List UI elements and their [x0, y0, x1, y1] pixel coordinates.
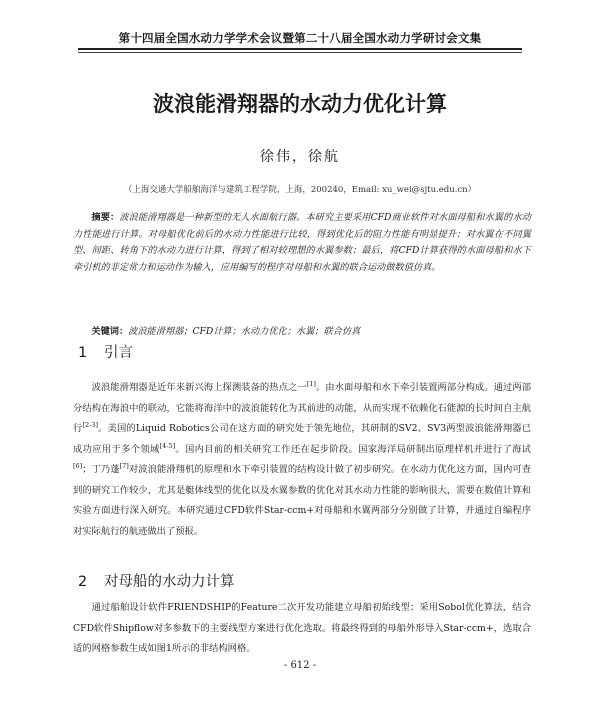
text-run: 对波浪能滑翔机的原理和水下牵引装置的结构设计做了初步研究。在水动力优化这方面，国内可查到的研究工作较少，尤其是艇体线型的优化以及水翼参数的优化对其水动力性能的影响很大，需要在数值计算和实验方面进行深入研究。本研究通过CFD软件Star-ccm+对母船和水翼两部分分别做了计算，并通过自编程序对实际航行的航迹做出了预报。 [73, 464, 531, 537]
section-title: 对母船的水动力计算 [104, 574, 235, 590]
paper-authors: 徐伟，徐航 [260, 149, 340, 165]
section-heading-introduction [78, 341, 133, 362]
header-rule-thin [78, 52, 522, 53]
keywords-text: 波浪能滑翔器；CFD计算；水动力优化；水翼；联合仿真 [128, 326, 361, 337]
header-rule [78, 48, 522, 50]
text-run: 。美国的Liquid Robotics公司在这方面的研究处于领先地位，其研制的SV2、SV3两型波浪能滑翔器已成功应用于多个领域 [73, 423, 531, 455]
citation: [1] [306, 379, 316, 388]
author-affiliation: （上海交通大学船舶海洋与建筑工程学院，上海，200240，Email: xu_wei@sjtu.edu.cn） [123, 185, 477, 195]
citation: [7] [119, 461, 129, 470]
citation: [2-3] [82, 420, 98, 429]
citation: [4-5] [159, 441, 176, 450]
keywords-label: 关键词： [91, 326, 129, 337]
page-number: - 612 - [283, 660, 317, 671]
section-number: 2 [78, 574, 88, 590]
abstract-label: 摘要： [91, 212, 120, 223]
paper-title: 波浪能滑翔器的水动力优化计算 [153, 92, 447, 116]
section-title: 引言 [104, 345, 133, 361]
mothership-paragraph [73, 598, 531, 660]
text-run: 。由水面母船和水下牵引装置两部分构成。通过两部分结构在海浪中的联动，它能将海洋中的波浪能转化为其前进的动能，从而实现不依赖化石能源的长时间自主航行 [73, 382, 531, 434]
abstract [73, 210, 531, 276]
introduction-paragraph [73, 378, 531, 542]
text-run: 通过船舶设计软件FRIENDSHIP的Feature二次开发功能建立母船初始线型；采用Sobol优化算法，结合CFD软件Shipflow对多参数下的主要线型方案进行优化选取。将最终得到的母船外形导入Star-ccm+，选取合适的网格参数生成如图1所示的非结构网格。 [73, 602, 531, 654]
section-heading-mothership [78, 570, 235, 591]
citation: [6] [73, 461, 83, 470]
text-run: 波浪能滑翔器是近年来新兴海上探测装备的热点之一 [91, 382, 307, 393]
running-header: 第十四届全国水动力学学术会议暨第二十八届全国水动力学研讨会文集 [118, 31, 482, 45]
text-run: 。国内目前的相关研究工作还在起步阶段。国家海洋局研制出原理样机并进行了海试 [175, 443, 531, 455]
abstract-text: 波浪能滑翔器是一种新型的无人水面航行器。本研究主要采用CFD商业软件对水面母船和水翼的水动力性能进行计算。对母船优化前后的水动力性能进行比较，得到优化后的阻力性能有明显提升；对水翼在不同翼型、间距、转角下的水动力进行计算，得到了相对较理想的水翼参数；最后，将CFD计算获得的水面母船和水下牵引机的非定常力和运动作为输入，应用编写的程序对母船和水翼的联合运动做数值仿真。 [73, 212, 531, 273]
text-run: ；丁乃蓬 [82, 464, 120, 475]
section-number: 1 [78, 345, 88, 361]
keywords [73, 324, 531, 341]
